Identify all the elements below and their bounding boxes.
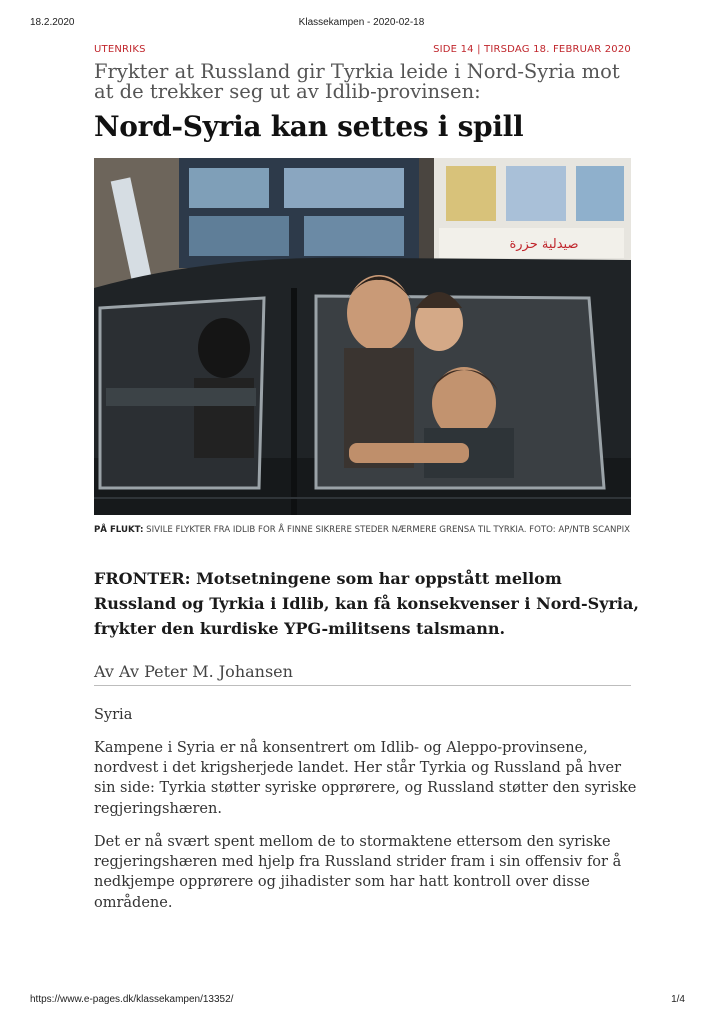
caption-label: PÅ FLUKT: [94,525,144,535]
print-date: 18.2.2020 [30,17,75,28]
page-info: SIDE 14 | TIRSDAG 18. FEBRUAR 2020 [433,44,631,55]
photo-caption [94,524,654,536]
location-label: Syria [94,707,133,723]
print-url: https://www.e-pages.dk/klassekampen/13352/ [30,994,234,1005]
section-label: UTENRIKS [94,44,146,55]
article-photo [94,158,631,515]
article-lead: FRONTER: Motsetningene som har oppstått mellom Russland og Tyrkia i Idlib, kan få konsekvenser i Nord-Syria, frykter den kurdiske YPG-militsens talsmann. [94,569,639,638]
print-title: Klassekampen - 2020-02-18 [298,17,425,28]
body-paragraph: Kampene i Syria er nå konsentrert om Idlib- og Aleppo-provinsene, nordvest i det krigsherjede landet. Her står Tyrkia og Russland på hver sin side: Tyrkia støtter syriske opprørere, og Russland støtter den syriske regjeringshæren. [94,740,637,817]
article-kicker: Frykter at Russland gir Tyrkia leide i Nord-Syria mot at de trekker seg ut av Idlib-provinsen: [94,60,620,103]
print-page-count: 1/4 [671,994,685,1005]
body-paragraph: Det er nå svært spent mellom de to stormaktene ettersom den syriske regjeringshæren med hjelp fra Russland strider fram i sin offensiv for å nedkjempe opprørere og jihadister som har hatt kontroll over disse områdene. [94,834,622,911]
shop-sign-text: صيدلية حزرة [509,237,579,252]
article-headline: Nord-Syria kan settes i spill [94,110,524,143]
photo-illustration [94,158,631,515]
article-byline: Av Av Peter M. Johansen [94,661,631,686]
caption-text: SIVILE FLYKTER FRA IDLIB FOR Å FINNE SIKRERE STEDER NÆRMERE GRENSA TIL TYRKIA. FOTO: AP/NTB SCANPIX [143,525,630,535]
